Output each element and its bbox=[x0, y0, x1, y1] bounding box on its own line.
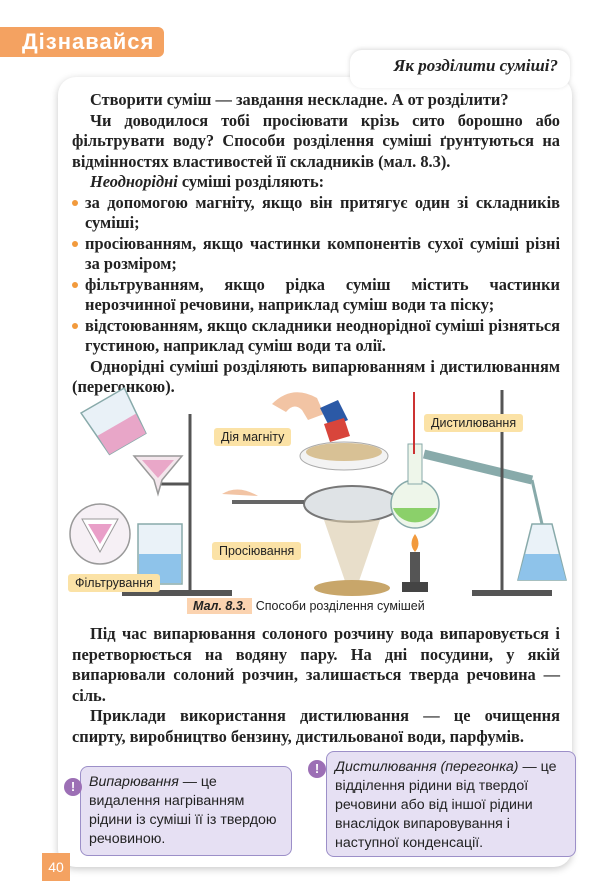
definition-text: — це видалення нагріванням рідини із суміші її із твердою речовиною. bbox=[89, 774, 277, 847]
separation-figure bbox=[62, 384, 570, 600]
definition-text: — це відділення рідини від твердої речовини або від іншої рідини внаслідок випаровування і наступної конденсації. bbox=[335, 759, 557, 851]
section-banner-label: Дізнавайся bbox=[22, 29, 155, 54]
paragraph-rest: суміші розділяють: bbox=[177, 172, 325, 191]
paragraph: Створити суміш — завдання нескладне. А от розділити? bbox=[90, 90, 509, 109]
caption-text: Способи розділення сумішей bbox=[255, 599, 425, 613]
list-item: за допомогою магніту, якщо він притягує один зі складників суміші; bbox=[72, 193, 560, 234]
term: Неоднорідні bbox=[90, 172, 178, 191]
exclamation-icon: ! bbox=[308, 760, 326, 778]
list-item: фільтруванням, якщо рідка суміш містить частинки нерозчинної речовини, наприклад суміш води та піску; bbox=[72, 275, 560, 316]
sieve-icon bbox=[222, 486, 400, 596]
caption-number: Мал. 8.3. bbox=[187, 598, 252, 614]
definition-box-evaporation bbox=[80, 766, 292, 856]
label-filter: Фільтрування bbox=[68, 574, 160, 592]
label-sieve: Просіювання bbox=[212, 542, 301, 560]
card-title: Як розділити суміші? bbox=[393, 56, 558, 75]
definition-box-distillation bbox=[326, 751, 576, 857]
paragraph bbox=[72, 172, 560, 193]
paragraph: Однорідні суміші розділяють випарюванням і дистилюванням (перегонкою). bbox=[72, 356, 560, 396]
exclamation-icon: ! bbox=[64, 778, 82, 796]
label-distill: Дистилювання bbox=[424, 414, 523, 432]
filtration-apparatus-icon bbox=[70, 388, 232, 596]
list-item: відстоюванням, якщо складники неоднорідної суміші різняться густиною, наприклад суміш води та олії. bbox=[72, 316, 560, 357]
page-number: 40 bbox=[42, 853, 70, 881]
list-item: просіюванням, якщо частинки компонентів сухої суміші різні за розміром; bbox=[72, 234, 560, 275]
bullet-list bbox=[72, 193, 560, 357]
label-magnet: Дія магніту bbox=[214, 428, 291, 446]
definition-term: Дистилювання (перегонка) bbox=[335, 759, 519, 775]
figure-caption bbox=[187, 599, 425, 613]
definition-term: Випарювання bbox=[89, 774, 179, 790]
body-text bbox=[72, 624, 560, 747]
intro-text bbox=[72, 90, 560, 398]
paragraph: Приклади використання дистилювання — це очищення спирту, виробництво бензину, дистильованої води, парфумів. bbox=[72, 706, 560, 746]
paragraph: Чи доводилося тобі просіювати крізь сито борошно або фільтрувати воду? Способи розділення суміші ґрунтуються на відмінностях властивостей її складників (мал. 8.3). bbox=[72, 110, 560, 171]
paragraph: Під час випарювання солоного розчину вода випаровується і перетворюється на водяну пару. На дні посудини, у якій випарювали солоний розчин, залишається тверда речовина — сіль. bbox=[72, 624, 560, 705]
